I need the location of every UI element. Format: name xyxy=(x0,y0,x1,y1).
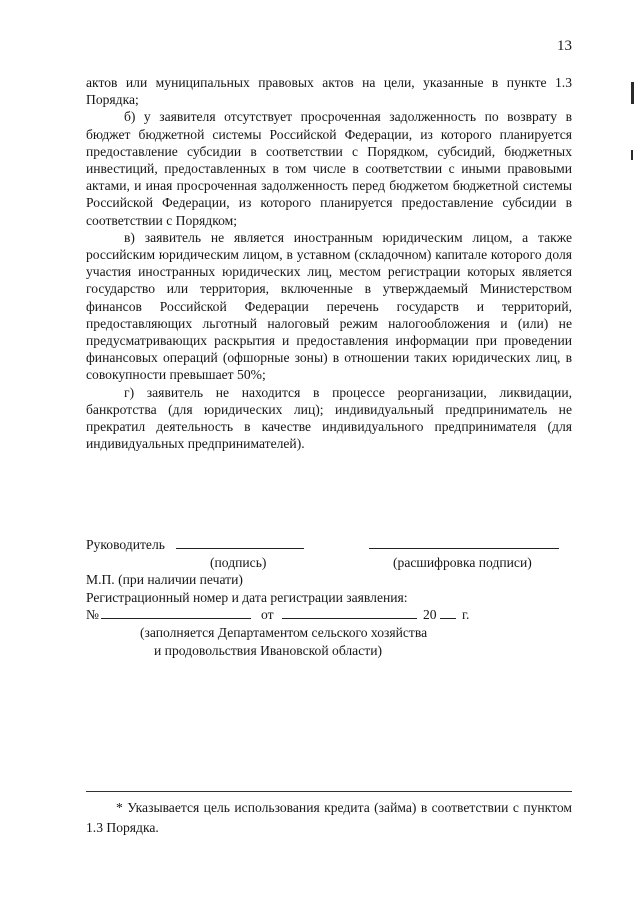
paragraph-b: б) у заявителя отсутствует просроченная задолженность по возврату в бюджет бюджетной системы Российской Федерации, из которого планируется предоставление субсидии в соответствии с Порядком, субсидий, бюджетных инвестиций, предоставленных в том числе в соответствии с иными правовыми актами, и иная просроченная задолженность перед бюджетом бюджетной системы Российской Федерации, из которого планируется предоставление субсидии в соответствии с Порядком; xyxy=(86,109,572,228)
year-line xyxy=(440,606,456,619)
decryption-line xyxy=(369,536,559,549)
paragraph-v: в) заявитель не является иностранным юридическим лицом, а также российским юридическим лицом, в уставном (складочном) капитале которого доля участия иностранных юридических лиц, местом регистрации которых является государство или территория, включенные в утверждаемый Министерством финансов Российской Федерации перечень государств и территорий, предоставляющих льготный налоговый режим налогообложения и (или) не предусматривающих раскрытия и предоставления информации при проведении финансовых операций (офшорные зоны) в отношении таких юридических лиц, в совокупности превышает 50%; xyxy=(86,229,572,383)
year-suffix: г. xyxy=(462,607,470,623)
signature-line xyxy=(176,536,304,549)
stamp-row xyxy=(86,571,572,589)
registration-label: Регистрационный номер и дата регистрации заявления: xyxy=(86,589,408,605)
number-sign: № xyxy=(86,607,99,623)
footnote xyxy=(86,798,572,838)
filled-by-row-2 xyxy=(86,642,572,660)
footnote-text: * Указывается цель использования кредита (займа) в соответствии с пунктом 1.3 Порядка. xyxy=(86,800,572,835)
caption-row xyxy=(86,554,572,572)
filled-by-line1: (заполняется Департаментом сельского хозяйства xyxy=(140,624,428,640)
head-label: Руководитель xyxy=(86,537,165,552)
footnote-divider xyxy=(86,791,572,792)
stamp-note: М.П. (при наличии печати) xyxy=(86,572,243,588)
head-signature-row xyxy=(86,536,572,554)
scan-edge-mark-small xyxy=(631,150,633,160)
filled-by-row-1 xyxy=(86,624,572,642)
signature-caption: (подпись) xyxy=(210,554,267,570)
paragraph-g: г) заявитель не находится в процессе реорганизации, ликвидации, банкротства (для юридических лиц); индивидуальный предприниматель не прекратил деятельность в качестве индивидуального предпринимателя (для индивидуальных предпринимателей). xyxy=(86,384,572,452)
registration-row xyxy=(86,589,572,607)
from-label: от xyxy=(261,607,274,623)
registration-number-line xyxy=(101,606,251,619)
filled-by-line2: и продовольствия Ивановской области) xyxy=(154,642,382,658)
registration-fields-row xyxy=(86,606,572,624)
decryption-caption: (расшифровка подписи) xyxy=(393,554,532,570)
page-number: 13 xyxy=(557,38,572,54)
registration-date-line xyxy=(282,606,417,619)
signature-block xyxy=(86,536,572,659)
paragraph-continuation: актов или муниципальных правовых актов на цели, указанные в пункте 1.3 Порядка; xyxy=(86,75,572,108)
scan-edge-mark xyxy=(631,82,634,104)
body-text xyxy=(86,74,572,452)
year-prefix: 20 xyxy=(423,607,437,623)
